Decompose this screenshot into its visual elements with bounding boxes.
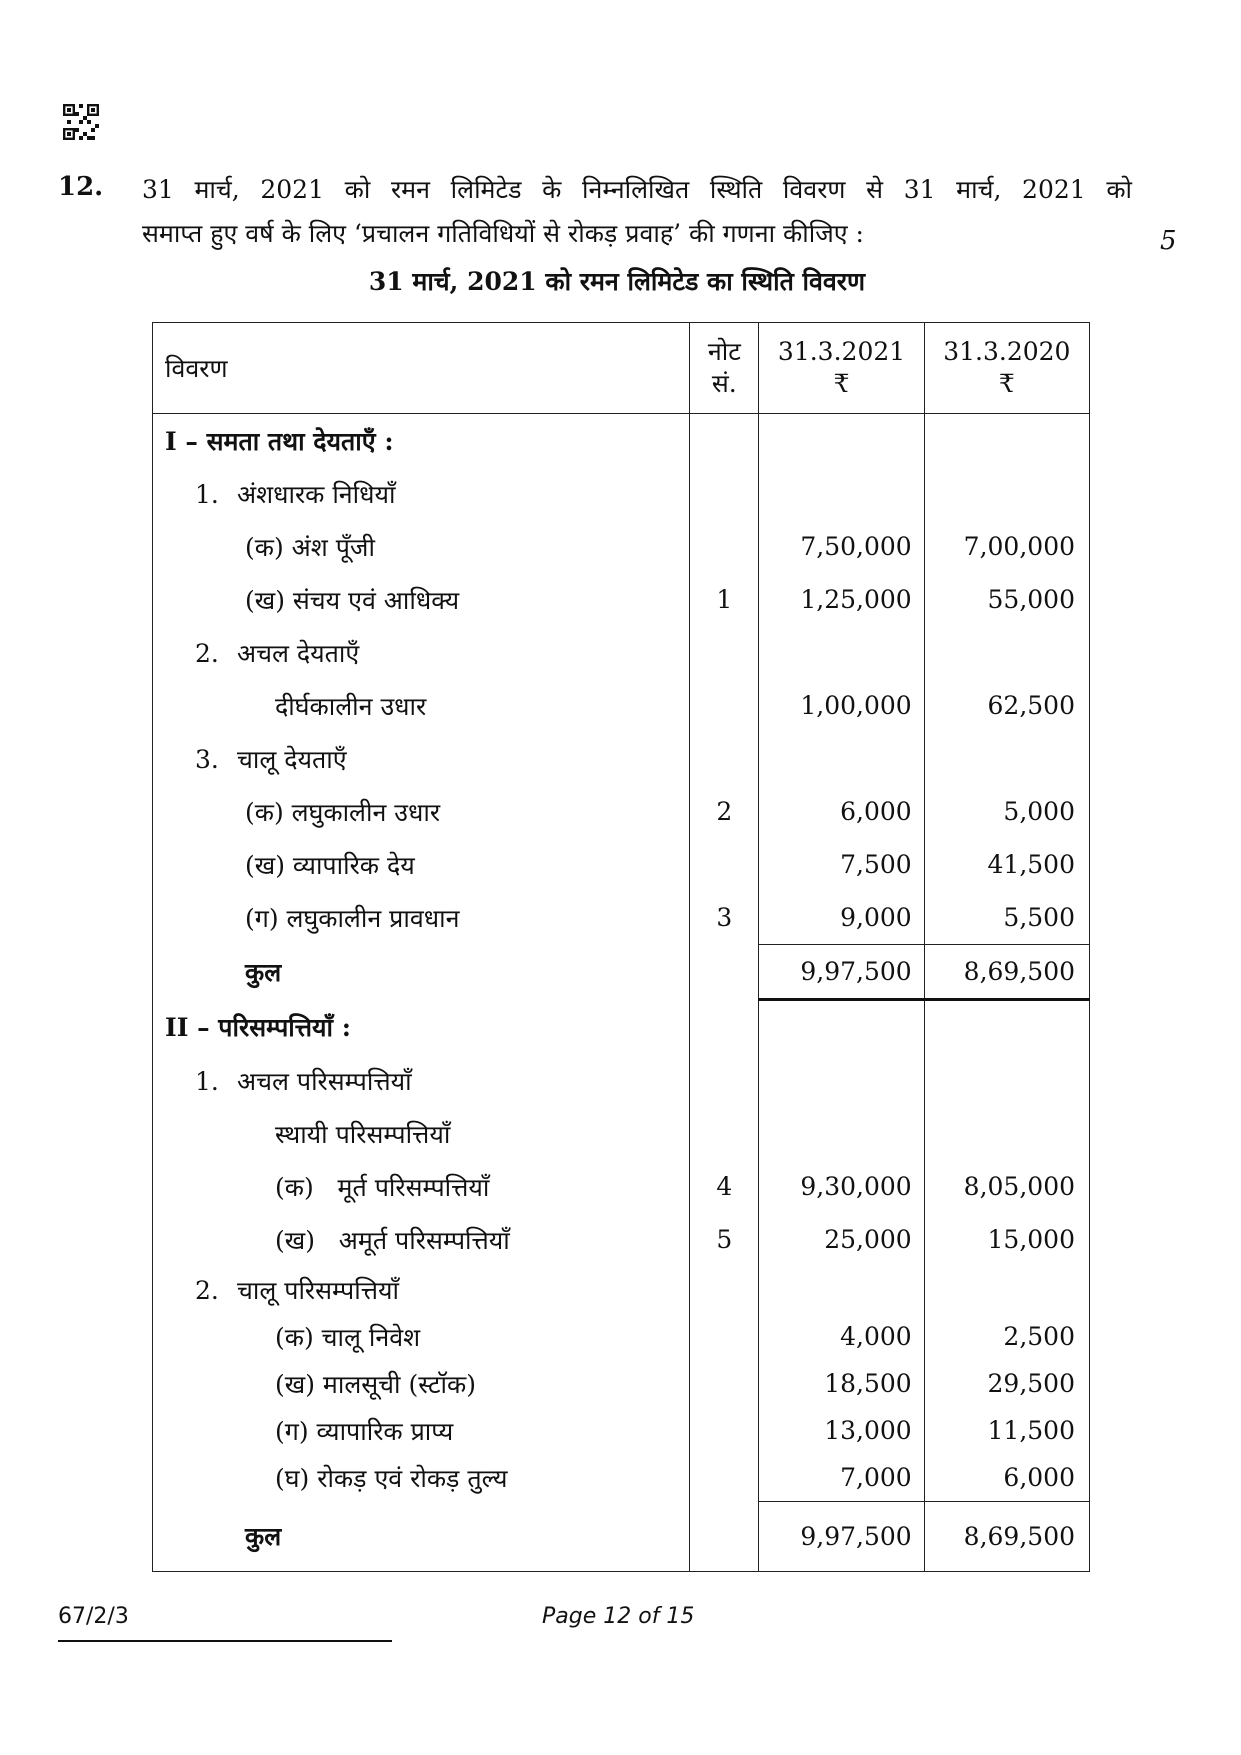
qr-code-icon — [63, 104, 99, 140]
row-note — [690, 838, 759, 891]
row-number: 1. — [195, 1066, 219, 1096]
row-label: 2. चालू परिसम्पत्तियाँ — [153, 1266, 690, 1313]
table-row — [153, 785, 1090, 838]
row-value-2020: 5,000 — [924, 785, 1089, 838]
total-value-2021: 9,97,500 — [759, 945, 924, 1000]
row-number: 2. — [195, 638, 219, 668]
table-row — [153, 1407, 1090, 1454]
section-heading: II – परिसम्पत्तियाँ : — [153, 1000, 690, 1055]
table-row — [153, 679, 1090, 732]
row-number: 3. — [195, 744, 219, 774]
row-note — [690, 520, 759, 573]
header-note — [690, 323, 759, 414]
row-value-2021: 7,50,000 — [759, 520, 924, 573]
row-value-2021: 7,000 — [759, 1454, 924, 1502]
header-note-line-2: सं. — [711, 369, 737, 398]
row-label: (क) चालू निवेश — [153, 1313, 690, 1360]
row-value-2020: 2,500 — [924, 1313, 1089, 1360]
row-value-2021: 18,500 — [759, 1360, 924, 1407]
total-value-2021: 9,97,500 — [759, 1502, 924, 1572]
row-label: 1. अचल परिसम्पत्तियाँ — [153, 1054, 690, 1107]
row-value-2020: 15,000 — [924, 1213, 1089, 1266]
header-year-2020-date: 31.3.2020 — [943, 337, 1071, 366]
paper-code: 67/2/3 — [58, 1604, 129, 1629]
question-marks: 5 — [1160, 226, 1177, 256]
table-row — [153, 520, 1090, 573]
row-value-2021: 7,500 — [759, 838, 924, 891]
question-line-2: समाप्त हुए वर्ष के लिए ‘प्रचालन गतिविधियों से रोकड़ प्रवाह’ की गणना कीजिए : — [142, 219, 864, 248]
header-note-line-1: नोट — [707, 337, 741, 366]
header-year-2021 — [759, 323, 924, 414]
table-row — [153, 838, 1090, 891]
header-year-2020-currency: ₹ — [998, 369, 1015, 398]
row-note: 3 — [690, 891, 759, 945]
row-value-2020: 41,500 — [924, 838, 1089, 891]
row-label: (ग) लघुकालीन प्रावधान — [153, 891, 690, 945]
table-row — [153, 1213, 1090, 1266]
table-title: 31 मार्च, 2021 को रमन लिमिटेड का स्थिति विवरण — [368, 267, 866, 296]
table-row — [153, 732, 1090, 785]
total-row — [153, 945, 1090, 1000]
row-value-2020: 5,500 — [924, 891, 1089, 945]
table-row — [153, 1000, 1090, 1055]
row-number: 2. — [195, 1275, 219, 1305]
row-value-2021: 13,000 — [759, 1407, 924, 1454]
table-row — [153, 891, 1090, 945]
row-label: 3. चालू देयताएँ — [153, 732, 690, 785]
total-label: कुल — [153, 1502, 690, 1572]
row-note: 5 — [690, 1213, 759, 1266]
row-label: (ख) संचय एवं आधिक्य — [153, 573, 690, 626]
row-value-2021: 4,000 — [759, 1313, 924, 1360]
page-number: Page 12 of 15 — [542, 1604, 695, 1629]
header-particulars: विवरण — [153, 323, 690, 414]
row-label: (क) अंश पूँजी — [153, 520, 690, 573]
footer-divider — [58, 1640, 392, 1642]
row-value-2021: 25,000 — [759, 1213, 924, 1266]
total-value-2020: 8,69,500 — [924, 1502, 1089, 1572]
header-year-2020 — [924, 323, 1089, 414]
row-label: (क) मूर्त परिसम्पत्तियाँ — [153, 1160, 690, 1213]
row-label: (ख) व्यापारिक देय — [153, 838, 690, 891]
table-row — [153, 414, 1090, 468]
row-value-2020: 8,05,000 — [924, 1160, 1089, 1213]
row-value-2021: 1,00,000 — [759, 679, 924, 732]
row-note — [690, 679, 759, 732]
row-label: (ख) मालसूची (स्टॉक) — [153, 1360, 690, 1407]
section-heading: I – समता तथा देयताएँ : — [153, 414, 690, 468]
row-label: (ग) व्यापारिक प्राप्य — [153, 1407, 690, 1454]
question-text — [142, 168, 1132, 256]
question-line-1: 31 मार्च, 2021 को रमन लिमिटेड के निम्नलिखित स्थिति विवरण से 31 मार्च, 2021 को — [142, 175, 1132, 204]
row-label: (घ) रोकड़ एवं रोकड़ तुल्य — [153, 1454, 690, 1502]
table-row — [153, 467, 1090, 520]
row-value-2020: 29,500 — [924, 1360, 1089, 1407]
table-row — [153, 1160, 1090, 1213]
row-value-2020: 11,500 — [924, 1407, 1089, 1454]
row-label: 1. अंशधारक निधियाँ — [153, 467, 690, 520]
row-value-2021: 9,30,000 — [759, 1160, 924, 1213]
row-number: 1. — [195, 479, 219, 509]
row-value-2020: 62,500 — [924, 679, 1089, 732]
table-row — [153, 1454, 1090, 1502]
row-label: दीर्घकालीन उधार — [153, 679, 690, 732]
row-value-2020: 7,00,000 — [924, 520, 1089, 573]
table-row — [153, 1360, 1090, 1407]
row-note: 1 — [690, 573, 759, 626]
row-label: स्थायी परिसम्पत्तियाँ — [153, 1107, 690, 1160]
table-row — [153, 573, 1090, 626]
balance-sheet-table — [152, 322, 1090, 1572]
table-row — [153, 1054, 1090, 1107]
row-note: 2 — [690, 785, 759, 838]
table-row — [153, 1313, 1090, 1360]
row-value-2020: 6,000 — [924, 1454, 1089, 1502]
row-note: 4 — [690, 1160, 759, 1213]
row-value-2020: 55,000 — [924, 573, 1089, 626]
row-label: (क) लघुकालीन उधार — [153, 785, 690, 838]
question-number: 12. — [58, 172, 104, 202]
total-value-2020: 8,69,500 — [924, 945, 1089, 1000]
table-row — [153, 1266, 1090, 1313]
total-label: कुल — [153, 945, 690, 1000]
table-row — [153, 626, 1090, 679]
row-label: (ख) अमूर्त परिसम्पत्तियाँ — [153, 1213, 690, 1266]
row-value-2021: 6,000 — [759, 785, 924, 838]
row-value-2021: 1,25,000 — [759, 573, 924, 626]
table-row — [153, 1107, 1090, 1160]
row-value-2021: 9,000 — [759, 891, 924, 945]
header-year-2021-currency: ₹ — [833, 369, 850, 398]
row-label: 2. अचल देयताएँ — [153, 626, 690, 679]
total-row — [153, 1502, 1090, 1572]
header-year-2021-date: 31.3.2021 — [777, 337, 906, 366]
table-header-row — [153, 323, 1090, 414]
